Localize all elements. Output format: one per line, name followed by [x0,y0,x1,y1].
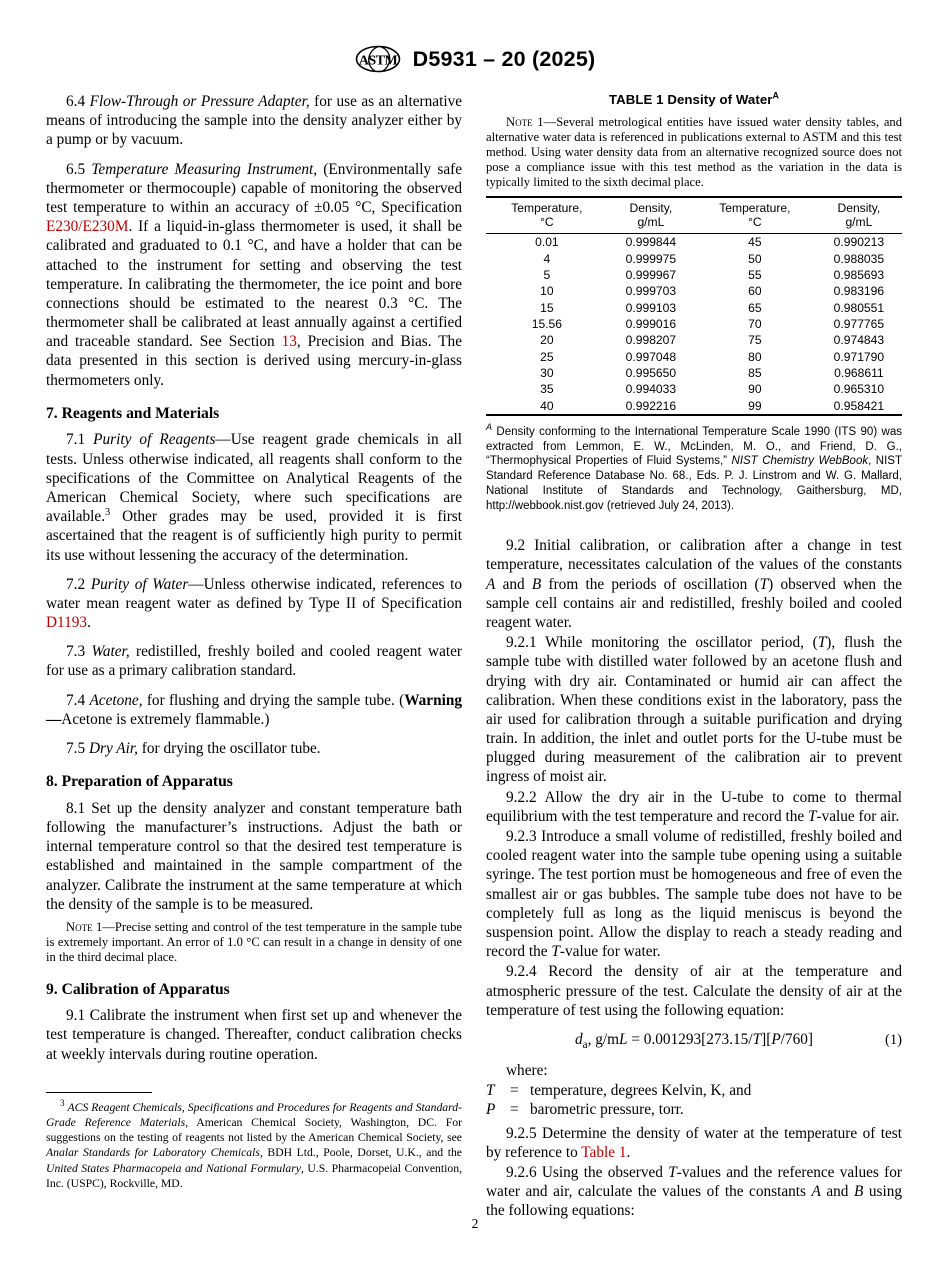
definition-row-t [486,1081,902,1100]
table-row [486,316,902,332]
clause-title: Flow-Through or Pressure Adapter, [89,93,310,110]
cell-temperature: 70 [748,316,762,331]
cell-density: 0.999703 [625,284,677,299]
definition-row-p [486,1100,902,1119]
footnote-rule [46,1092,152,1093]
cell-density: 0.992216 [625,398,677,413]
footnote-marker-3[interactable]: 3 [105,507,111,519]
table-1-note [486,115,902,191]
note-text: —Precise setting and control of the test temperature in the sample tube is extremely important. An error of 1.0 °C can result in a change in density of one in the third decimal place. [46,919,462,965]
clause-title: Purity of Water [90,575,189,593]
paragraph-7-4 [46,691,462,729]
table-row [486,299,902,315]
right-column [486,92,902,1222]
table-row [486,234,902,251]
footnote-block [46,1092,462,1191]
note-text: —Several metrological entities have issued water density tables, and alternative water data is referenced in publications external to ASTM and this test method. Using water density data from an alternative recognized source does not pose a compliance issue with this test method as the variation in the data is typically limited to the sixth decimal place. [486,114,902,189]
paragraph-7-1 [46,430,462,564]
cell-density: 0.968611 [834,365,884,380]
standard-reference-link-d1193[interactable]: D1193 [46,614,88,632]
clause-title: Temperature Measuring Instrument, [91,160,318,178]
cell-density: 0.999975 [625,251,677,266]
column-header-density-2: Density, g/mL [837,201,881,230]
svg-text:ASTM: ASTM [358,53,397,69]
clause-text: for flushing and drying the sample tube. ( [142,691,405,709]
table-1-block [486,92,902,514]
footnote-text: , American Chemical Society, Washington, DC. For suggestions on the testing of reagents not listed by the American Chemical Society, see [46,1116,462,1145]
clause-text: —Unless otherwise indicated, references to water mean reagent water as defined by Type II of Specification [46,575,463,612]
cell-temperature: 45 [748,235,762,250]
clause-number: 9.2.3 [506,828,537,846]
clause-text: Allow the dry air in the U-tube to come to thermal equilibrium with the test temperature and record the [486,788,902,825]
definition-text-t: temperature, degrees Kelvin, K, and [530,1082,752,1100]
footnote-publication-title: Analar Standards for Laboratory Chemicals [46,1146,260,1160]
page-header [0,44,950,74]
definition-equals: = [510,1082,519,1100]
cell-density: 0.974843 [833,333,885,348]
heading-section-8: 8. Preparation of Apparatus [46,773,233,791]
table-row [486,397,902,414]
cell-density: 0.999844 [625,235,677,250]
cell-temperature: 15.56 [531,316,563,331]
footnote-publication-title: United States Pharmacopeia and National Formulary [46,1161,301,1175]
variable-t: T [759,575,769,593]
clause-text: , Precision and Bias. The data presented in this section is derived using mercury-in-glass thermometers only. [46,333,462,389]
cell-density: 0.977765 [833,316,885,331]
variable-b: B [531,575,542,593]
equation-subscript-a: a [582,1038,588,1051]
clause-title: Acetone, [89,691,143,709]
clause-text: Using the observed [536,1163,669,1181]
clause-text: Set up the density analyzer and constant temperature bath following the manufacturer’s instructions. Adjust the bath or internal temperature control so that the desired test temperature is established and maintained in the sample compartment of the analyzer. Calibrate the instrument at the same temperature at which the density of the sample is to be measured. [46,799,462,913]
document-id: D5931 – 20 (2025) [412,46,596,71]
paragraph-9-2-2: 9.2.2 Allow the dry air in the U-tube to come to thermal equilibrium with the test temperature and record the T-value for air. [486,788,902,825]
variable-a: A [811,1183,821,1201]
clause-text: (Environmentally safe thermometer or thermocouple) capable of monitoring the observed test temperature to within an accuracy of ±0.05 °C, Specification [46,160,462,216]
cell-temperature: 50 [748,251,762,266]
cell-density: 0.958421 [833,398,885,413]
equation-1-row [486,1030,902,1052]
cell-temperature: 5 [543,267,551,282]
paragraph-9-2-6: 9.2.6 Using the observed T-values and the reference values for water and air, calculate the values of the constants A and B using the following equations: [486,1163,902,1220]
clause-text: Other grades may be used, provided it is first ascertained that the reagent is of sufficiently high purity to permit its use without lessening the accuracy of the determination. [46,508,462,564]
paragraph-9-2-1: 9.2.1 While monitoring the oscillator period, (T), flush the sample tube with distilled water followed by an acetone flush and drying with dry air. Contaminated or humid air can affect the calibration. When these conditions exist in the laboratory, pass the air used for calibration through a suitable purification and drying train. In addition, the inlet and outlet ports for the U-tube must be plugged during measurement of the calibration air to prevent ingress of moist air. [486,634,902,786]
clause-number: 7.1 [66,431,86,449]
table-row [486,365,902,381]
cell-density: 0.985693 [833,267,885,282]
clause-text: for drying the oscillator tube. [137,740,321,757]
variable-t: T [817,634,827,652]
clause-number: 9.2.6 [506,1163,537,1181]
clause-title: Purity of Reagents [93,431,216,449]
footnote-text: , BDH Ltd., Poole, Dorset, U.K., and the [259,1146,462,1160]
note-label: Note 1 [66,919,103,934]
paragraph-9-2-3: 9.2.3 Introduce a small volume of redistilled, freshly boiled and cooled reagent water into the sample tube opening using a suitable syringe. The test portion must be homogeneous and free of even the smallest air or gas bubbles. The sample tube does not have to be completely full as long as the liquid meniscus is beyond the suspension point. Allow the display to reach a steady reading and record the T-value for water. [486,828,902,961]
paragraph-9-2-4 [486,962,902,1020]
clause-number: 7.2 [66,575,86,593]
cell-density: 0.983196 [833,284,885,299]
variable-b: B [853,1183,864,1201]
table-row [486,348,902,364]
paragraph-6-4 [46,92,462,150]
cell-density: 0.990213 [833,235,885,250]
equation-symbol-d: d [575,1030,583,1048]
clause-text: Initial calibration, or calibration after a change in test temperature, necessitates calculation of the values of the constants [486,537,902,574]
definition-text-p: barometric pressure, torr. [530,1101,684,1119]
where-label: where: [506,1061,548,1079]
cell-density: 0.994033 [625,382,677,397]
cell-temperature: 25 [540,349,554,364]
cell-temperature: 30 [540,365,554,380]
cell-temperature: 55 [748,267,762,282]
cell-temperature: 40 [540,398,554,413]
left-column [46,92,462,1065]
table-row [486,283,902,299]
footnote-marker: 3 [60,1098,65,1109]
variable-p: P [771,1030,781,1048]
paragraph-7-2 [46,575,462,633]
clause-text: for use as an alternative means of introducing the sample into the density analyzer either by a pump or by vacuum. [46,93,463,149]
table-row [486,267,902,283]
cell-density: 0.998207 [625,333,677,348]
clause-number: 9.2.2 [506,788,537,806]
paragraph-8-1 [46,799,462,914]
table-title-text: TABLE 1 Density of Water [608,92,773,107]
table-reference-link[interactable]: Table 1 [581,1143,627,1161]
cell-density: 0.965310 [833,382,885,397]
table-1-footnote-a [486,422,902,514]
column-header-temperature-2: Temperature, °C [719,201,791,230]
column-header-temperature-1: Temperature, °C [511,201,583,230]
clause-text: Record the density of air at the temperature and atmospheric pressure of the test. Calculate the density of air at the temperature of test using the following equation: [486,963,902,1019]
table-header-row [486,197,902,234]
paragraph-7-3 [46,642,462,680]
table-footnote-marker-a[interactable]: A [772,90,780,101]
variable-t: T [807,807,817,825]
heading-section-7: 7. Reagents and Materials [46,404,220,422]
note-1-left [46,920,462,966]
warning-label: Warning— [46,691,463,728]
cell-temperature: 75 [748,333,762,348]
cell-temperature: 90 [748,382,762,397]
cell-density: 0.995650 [625,365,677,380]
variable-a: A [486,575,496,593]
table-row [486,332,902,348]
cell-temperature: 65 [748,300,762,315]
clause-text: While monitoring the oscillator period, ( [536,634,818,652]
footnote-text: Density conforming to the International Temperature Scale 1990 (ITS 90) was extracted from Lemmon, E. W., McLinden, M. O., and Friend, D. G., “Thermophysical Properties of Fluid Systems,” [486,425,902,468]
footnote-publication-title: ACS Reagent Chemicals, Specifications and Procedures for Reagents and Standard-Grade Reference Materials [46,1101,462,1130]
clause-text: Determine the density of water at the temperature of test by reference to [486,1124,902,1161]
cell-density: 0.980551 [833,300,885,315]
variable-t: T [668,1163,677,1181]
cell-temperature: 0.01 [535,235,559,250]
variable-t: T [551,943,560,961]
clause-number: 9.2.5 [506,1124,537,1142]
clause-text: Calibrate the instrument when first set up and whenever the test temperature is changed. Thereafter, conduct calibration checks at weekly intervals during routine operation. [46,1007,462,1063]
clause-number: 7.4 [66,691,86,709]
definition-list [486,1081,902,1120]
paragraph-9-2-5: 9.2.5 Determine the density of water at the temperature of test by reference to Table 1. [486,1124,902,1161]
page-number: 2 [471,1216,479,1231]
cell-temperature: 4 [543,251,551,266]
cell-density: 0.999967 [625,267,677,282]
cell-density: 0.971790 [833,349,885,364]
section-reference-link-13[interactable]: 13 [281,333,297,351]
cell-temperature: 85 [748,365,762,380]
cell-temperature: 99 [748,398,762,413]
column-header-density-1: Density, g/mL [629,201,673,230]
variable-t: T [752,1030,762,1048]
table-body [486,234,902,415]
definition-symbol-t: T [486,1082,495,1100]
clause-number: 6.5 [66,160,86,178]
paragraph-9-1 [46,1006,462,1064]
clause-text: Acetone is extremely flammable.) [61,710,270,728]
clause-number: 9.2.1 [506,634,537,652]
cell-temperature: 35 [540,382,554,397]
clause-number: 9.2.4 [506,963,537,981]
clause-text: redistilled, freshly boiled and cooled reagent water for use as a primary calibration standard. [46,643,462,680]
clause-number: 8.1 [66,799,86,817]
clause-number: 7.3 [66,643,86,661]
note-label: Note 1 [506,114,544,129]
equation-1: $d_a$, g/mL = 0.001293[273.15/T][P/760] [575,1030,813,1051]
definition-symbol-p: P [486,1101,496,1119]
cell-density: 0.988035 [833,251,885,266]
cell-density: 0.999103 [625,300,677,315]
clause-number: 9.1 [66,1007,86,1025]
cell-temperature: 60 [748,284,762,299]
definition-equals: = [510,1101,519,1119]
clause-number: 7.5 [66,740,86,757]
cell-density: 0.999016 [625,316,677,331]
footnote-text: , U.S. Pharmacopeial Convention, Inc. (USPC), Rockville, MD. [46,1161,462,1190]
cell-temperature: 20 [540,333,554,348]
clause-text: . If a liquid-in-glass thermometer is used, it shall be calibrated and graduated to 0.1 °C, and have a holder that can be attached to the instrument for setting and observing the test temperature. In calibrating the thermometer, the ice point and bore connections should be estimated to the nearest 0.3 °C. The thermometer shall be calibrated at least annually against a certified and traceable standard. See Section [46,218,462,351]
heading-section-9: 9. Calibration of Apparatus [46,980,230,998]
table-1-density-of-water [486,196,902,416]
table-row [486,250,902,266]
standard-reference-link-e230[interactable]: E230/E230M [46,218,129,236]
footnote-publication-title: NIST Chemistry WebBook [731,455,869,468]
table-row [486,381,902,397]
clause-title: Dry Air, [88,740,138,757]
paragraph-9-2: 9.2 Initial calibration, or calibration after a change in test temperature, necessitates calculation of the values of the constants A and B from the periods of oscillation (T) observed when the sample cell contains air and redistilled, freshly boiled and cooled reagent water. [486,537,902,631]
clause-number: 6.4 [66,93,86,110]
equation-number-1: (1) [884,1031,902,1048]
footnote-marker: A [486,421,492,432]
paragraph-7-5 [46,739,462,758]
astm-logo [355,44,401,74]
clause-text: —Use reagent grade chemicals in all tests. Unless otherwise indicated, all reagents shall conform to the specifications of the Committee on Analytical Reagents of the American Chemical Society, where such specifications are available. [46,431,462,526]
clause-text: Introduce a small volume of redistilled, freshly boiled and cooled reagent water into the sample tube opening using a suitable syringe. The test portion must be homogeneous and free of even the smallest air or gas bubbles. The sample tube does not have to be completely full as long as the liquid meniscus is beyond the suspension point. Allow the display to reach a steady reading and record the [486,828,902,961]
clause-title: Water, [91,643,130,661]
paragraph-6-5 [46,160,462,390]
cell-temperature: 15 [540,300,554,315]
table-1-title [486,92,902,109]
footnote-3 [46,1100,462,1191]
clause-number: 9.2 [506,537,526,555]
footnote-text: , NIST Standard Reference Database No. 68., Eds. P. J. Linstrom and W. G. Mallard, National Institute of Standards and Technology, Gaithersburg, MD, http://webbook.nist.gov (retrieved July 24, 2013). [486,455,902,513]
cell-temperature: 80 [748,349,762,364]
cell-temperature: 10 [540,284,554,299]
cell-density: 0.997048 [625,349,677,364]
clause-text: . [87,614,91,632]
